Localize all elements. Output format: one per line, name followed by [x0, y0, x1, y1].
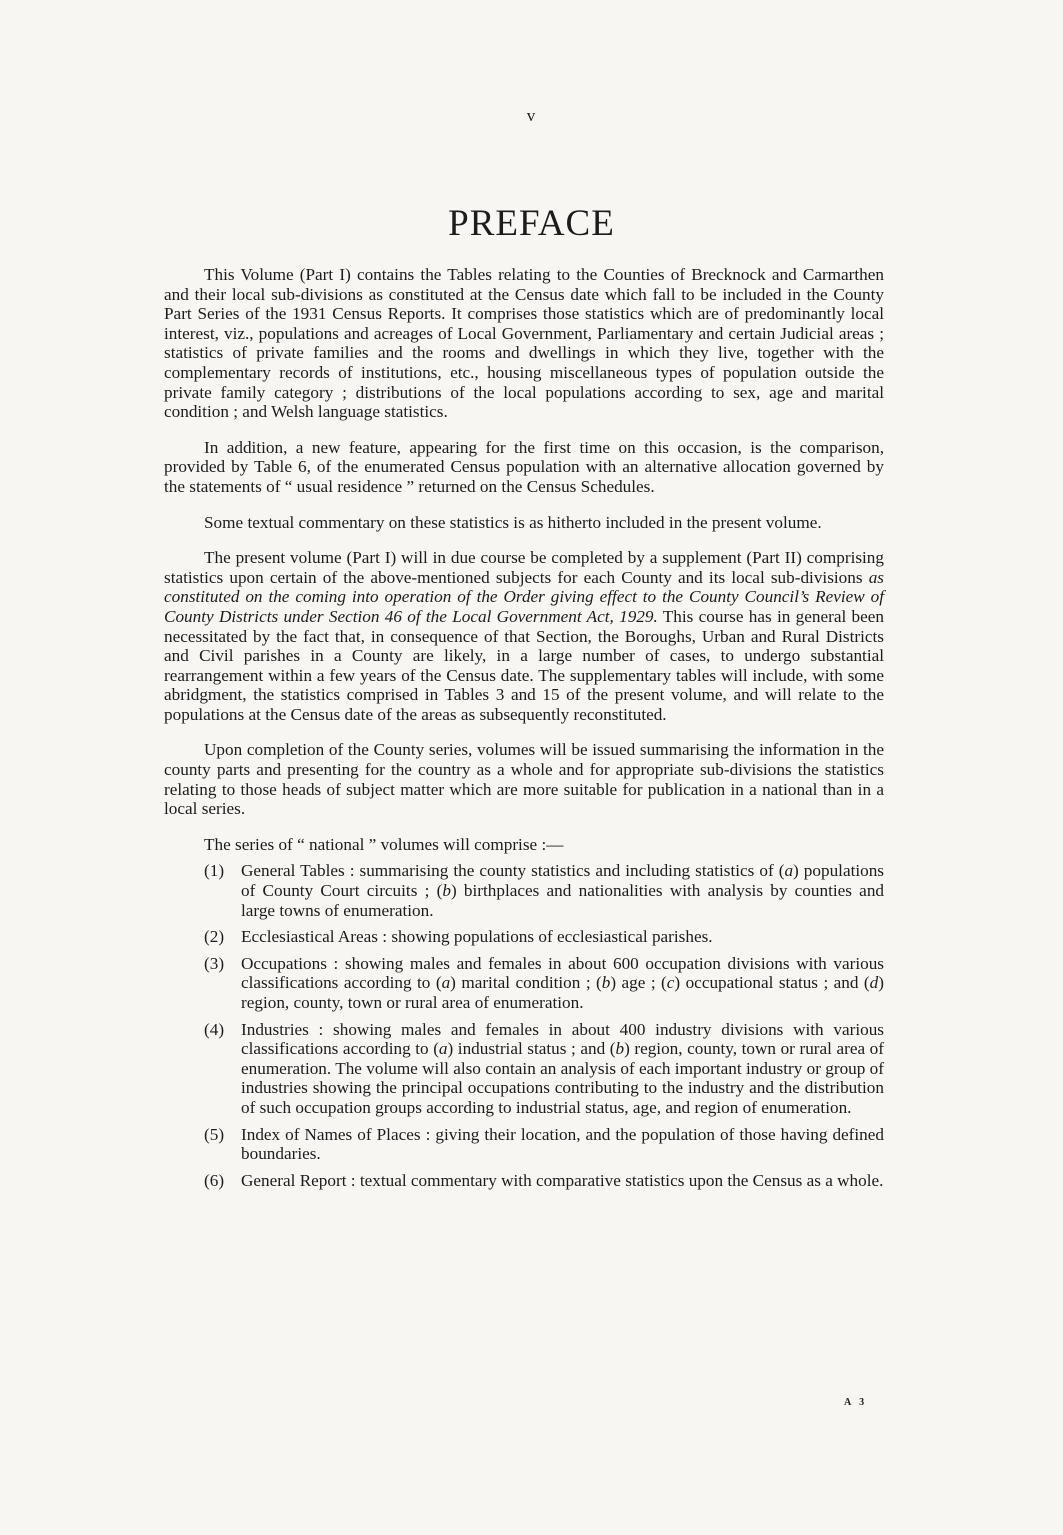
- list-item-text: Industries : showing males and females in about 400 industry divisions with various classifications according to (: [241, 1019, 884, 1059]
- list-item-number: (6): [204, 1170, 225, 1190]
- page-number: v: [526, 106, 537, 125]
- supplement-text-start: The present volume (Part I) will in due course be completed by a supplement (Part II) comprising statistics upon certain of the above-mentioned subjects for each County and its local sub-divisions: [164, 548, 884, 587]
- list-item-letter: b: [601, 973, 611, 993]
- list-item: [204, 1171, 884, 1191]
- list-item-number: (4): [204, 1019, 225, 1039]
- list-item-text: ) populations of County Court circuits ; (: [241, 861, 884, 901]
- list-item-text: ) birthplaces and nationalities with analysis by counties and large towns of enumeration.: [241, 881, 885, 920]
- list-item: [204, 861, 884, 920]
- list-item-number: (2): [204, 927, 225, 947]
- national-volumes-list: [164, 861, 884, 1190]
- list-item-number: (1): [204, 861, 225, 881]
- supplement-italic-text: as constituted on the coming into operation of the Order giving effect to the County Council’s Review of County Districts under Section 46 of the Local Government Act, 1929.: [164, 567, 884, 626]
- list-item: [204, 927, 884, 947]
- paragraph-commentary: Some textual commentary on these statistics is as hitherto included in the present volume.: [204, 512, 822, 532]
- supplement-text-end: This course has in general been necessitated by the fact that, in consequence of that Section, the Boroughs, Urban and Rural Districts and Civil parishes in a County are likely, in a large number of cases, to undergo substantial rearrangement within a few years of the Census date. The supplementary tables will include, with some abridgment, the statistics comprised in Tables 3 and 15 of the present volume, and will relate to the populations at the Census date of the areas as subsequently reconstituted.: [164, 606, 884, 724]
- list-item-letter: b: [615, 1039, 625, 1059]
- list-item-text: ) age ; (: [610, 973, 667, 993]
- list-item-text: ) industrial status ; and (: [447, 1039, 616, 1059]
- list-item-letter: a: [441, 973, 451, 993]
- list-item-number: (3): [204, 953, 225, 973]
- list-item-text: Index of Names of Places : giving their location, and the population of those having defined boundaries.: [241, 1124, 884, 1164]
- list-item: [204, 1125, 884, 1164]
- list-item-number: (5): [204, 1124, 225, 1144]
- preface-body: [164, 265, 884, 1197]
- list-item-text: ) marital condition ; (: [450, 973, 602, 993]
- signature-mark: A 3: [844, 1397, 868, 1408]
- page-title: PREFACE: [448, 203, 615, 244]
- list-item-text: General Tables : summarising the county statistics and including statistics of (: [241, 861, 785, 881]
- list-item-text: General Report : textual commentary with comparative statistics upon the Census as a whole.: [241, 1170, 884, 1190]
- list-item-text: Occupations : showing males and females in about 600 occupation divisions with various classifications according to (: [241, 953, 884, 993]
- paragraph-national-series: Upon completion of the County series, volumes will be issued summarising the information in the county parts and presenting for the country as a whole and for appropriate sub-divisions the statistics relating to those heads of subject matter which are more suitable for publication in a national than in a local series.: [164, 740, 884, 819]
- list-item-text: ) region, county, town or rural area of enumeration.: [241, 973, 884, 1012]
- list-item-text: ) region, county, town or rural area of enumeration. The volume will also contain an analysis of each important industry or group of industries showing the principal occupations contributing to the industry and the distribution of such occupation groups according to industrial status, age, and region of enumeration.: [241, 1039, 884, 1117]
- list-item: [204, 1020, 884, 1118]
- list-item-letter: d: [869, 973, 879, 993]
- paragraph-list-intro: The series of “ national ” volumes will comprise :—: [204, 834, 564, 854]
- paragraph-scope: This Volume (Part I) contains the Tables relating to the Counties of Brecknock and Carmarthen and their local sub-divisions as constituted at the Census date which fall to be included in the County Part Series of the 1931 Census Reports. It comprises those statistics which are of predominantly local interest, viz., populations and acreages of Local Government, Parliamentary and certain Judicial areas ; statistics of private families and the rooms and dwellings in which they live, together with the complementary records of institutions, etc., housing miscellaneous types of population outside the private family category ; distributions of the local populations according to sex, age and marital condition ; and Welsh language statistics.: [164, 265, 884, 422]
- list-item-text: ) occupational status ; and (: [674, 973, 870, 993]
- list-item-letter: c: [666, 973, 675, 993]
- list-item-letter: b: [442, 881, 451, 901]
- paragraph-supplement: [164, 548, 884, 724]
- list-item-text: Ecclesiastical Areas : showing populations of ecclesiastical parishes.: [241, 927, 713, 947]
- paragraph-new-feature: In addition, a new feature, appearing for the first time on this occasion, is the comparison, provided by Table 6, of the enumerated Census population with an alternative allocation governed by the statements of “ usual residence ” returned on the Census Schedules.: [164, 437, 884, 496]
- list-item: [204, 954, 884, 1013]
- list-item-letter: a: [438, 1039, 448, 1059]
- list-item-letter: a: [784, 861, 794, 881]
